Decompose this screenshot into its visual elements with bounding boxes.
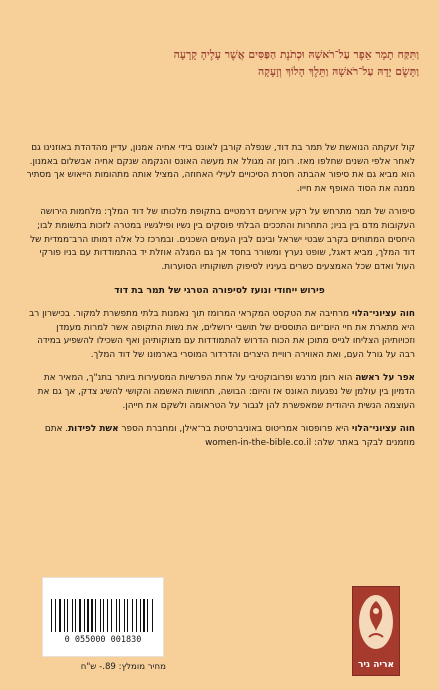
barcode-bar [132, 599, 133, 632]
barcode-bar [146, 599, 147, 632]
barcode-bar [84, 599, 85, 632]
barcode-bar [59, 599, 60, 632]
barcode-bar [97, 599, 98, 632]
barcode-bar [119, 599, 120, 632]
barcode-bar [101, 599, 102, 632]
barcode-bar [77, 599, 78, 632]
author-bio [24, 423, 415, 450]
barcode-bar [147, 599, 148, 632]
section-title: פירוש ייחודי ונועז לסיפורה הטרגי של תמר בת דוד [114, 285, 325, 297]
barcode-bar [75, 599, 76, 632]
blurb-paragraph-3-text: מרחיבה את הטקסט המקראי המרומז תוך נאמנות בלתי מתפשרת למקור. בכישרון רב היא מתארת את חיי היום־יום התוססים של תושבי ירושלים, את נשות התקופה אשר למרות מעמדן וזכויותיהן הצליחו לגייס מתוכן את הכוח הדרוש להתמודדות עם מצוקותיהן ואף השכילו להשפיע במידה רבה על גורל העם, ואת האווירה רוויית היצרים והדרדור המוסרי בארמונו של דוד המלך. [29, 308, 415, 360]
barcode-bar [140, 599, 141, 632]
barcode-bar [116, 599, 117, 632]
barcode-number: 0 055000 001830 [64, 635, 142, 645]
barcode-bar [87, 599, 88, 632]
barcode-bar [149, 599, 150, 632]
barcode-bar [72, 599, 73, 632]
barcode-bar [91, 599, 92, 632]
barcode-bar [94, 599, 95, 632]
blurb [24, 142, 415, 459]
barcode-bar [53, 599, 54, 632]
barcode-bar [109, 599, 110, 632]
barcode-bar [64, 599, 65, 632]
barcode-bar [85, 599, 86, 632]
isbn-barcode [42, 577, 164, 657]
barcode-bar [105, 599, 106, 632]
barcode-bar [142, 599, 143, 632]
barcode-bar [65, 599, 66, 632]
barcode-bar [79, 599, 80, 632]
barcode-bar [82, 599, 83, 632]
blurb-paragraph-1: קול זעקתה הנואשת של תמר בת דוד, שנפלה קורבן לאונס בידי אחיה אמנון, עדיין מהדהדת באוזנינו גם לאחר אלפי השנים שחלפו מאז. רומן זה מגולל את מעשה האונס והנקמה שנקם אחיה אבשלום באמנון. הוא מביא גם את סיפור אהבתה חסרת הסיכויים לעילי האחוזה, המציל אותה מתהומות הייאוש אך מסתיר ממנה את הסוד האופף את חייו. [26, 143, 415, 194]
publisher-logo-emblem [359, 595, 393, 649]
barcode-bar [74, 599, 75, 632]
barcode-bar [126, 599, 127, 632]
barcode-bar [90, 599, 91, 632]
barcode-bar [69, 599, 70, 632]
barcode-bar [103, 599, 104, 632]
barcode-bar [51, 599, 52, 632]
barcode-bar [124, 599, 125, 632]
barcode-bar [152, 599, 153, 632]
barcode-bar [55, 599, 56, 632]
barcode-bar [117, 599, 118, 632]
publisher-name: אריה ניר [357, 660, 395, 670]
blurb-paragraph-2: סיפורה של תמר מתרחש על רקע אירועים דרמטיים בתקופת מלכותו של דוד המלך: מלחמות הירושה העקובות מדם בין בניו; התחרות והתככים הבלתי פוסקים בין נשיו ופילגשיו במטרה לזכות בתשומת לבו; היחסים המתוחים בקרב שבטי ישראל ובינם לבין העמים השכנים. ובמרכז כל אלה דמותו הרב־ממדית של דוד המלך, מביא דאגל, שופט נערץ ומשורר בחסד אך גם המגלה אוזלת יד בהתמודדות עם בניו פורקי העול ואדם שכל האמצעים כשרים בעיניו לסיפוק תשוקותיו הסוערות. [30, 207, 415, 272]
barcode-bar [100, 599, 101, 632]
barcode-bar [121, 599, 122, 632]
book-title: אפר על ראשה [355, 373, 415, 384]
barcode-bar [111, 599, 112, 632]
barcode-bar [138, 599, 139, 632]
author-bio-tail: . אתם מוזמנים לבקר באתר שלה: [44, 424, 415, 448]
barcode-bar [127, 599, 128, 632]
barcode-bar [107, 599, 108, 632]
author-bio-name: חוה עציוני־הלוי [351, 424, 415, 435]
barcode-bar [133, 599, 134, 632]
barcode-bar [113, 599, 114, 632]
barcode-bar [153, 599, 154, 632]
author-name: חוה עציוני־הלוי [351, 308, 415, 319]
barcode-top-digits [50, 583, 156, 599]
barcode-bar [57, 599, 58, 632]
barcode-bar [136, 599, 137, 632]
publisher-logo [352, 586, 400, 676]
header-verse [22, 46, 419, 80]
header-verse-line-2: וַתָּשֶׂם יָדָהּ עַל־רֹאשָׁהּ וַתֵּלֶךְ הָלוֹךְ וְזָעָקָה [257, 65, 419, 78]
blurb-paragraph-3 [24, 308, 415, 362]
header-verse-line-1: וַתִּקַּח תָמָר אֵפֶר עַל־רֹאשָׁהּ וּכְתֹנֶת הַפַּסִּים אֲשֶׁר עָלֶיהָ קָרָעָה [173, 48, 419, 61]
barcode-bar [62, 599, 63, 632]
author-bio-book: אשת לפידות [68, 424, 119, 435]
barcode-bar [143, 599, 144, 632]
recommended-price: מחיר מומלץ: 89.- ש"ח [80, 662, 166, 672]
barcode-bar [129, 599, 130, 632]
author-bio-text: היא פרופסור אמריטוס באוניברסיטת בר־אילן, ומחברת הספר [121, 424, 352, 435]
barcode-bar [67, 599, 68, 632]
barcode-bars [51, 599, 155, 632]
author-website-link[interactable]: women-in-the-bible.co.il [205, 437, 312, 448]
blurb-paragraph-4 [24, 372, 415, 413]
barcode-bar [95, 599, 96, 632]
blurb-paragraph-4-text: הוא רומן מרגש ופרובוקטיבי על אחת הפרשיות המסעירות ביותר בתנ"ך, המאיר את הדמיון בין עולמן של נפגעות האונס אז והיום: הבושה, תחושות האשמה והקושי להשיג צדק, אך גם את העוצמה הנשית היהודית שמאפשרת להן לגבור על הטראומה ולשקם את חייהן. [37, 373, 415, 411]
